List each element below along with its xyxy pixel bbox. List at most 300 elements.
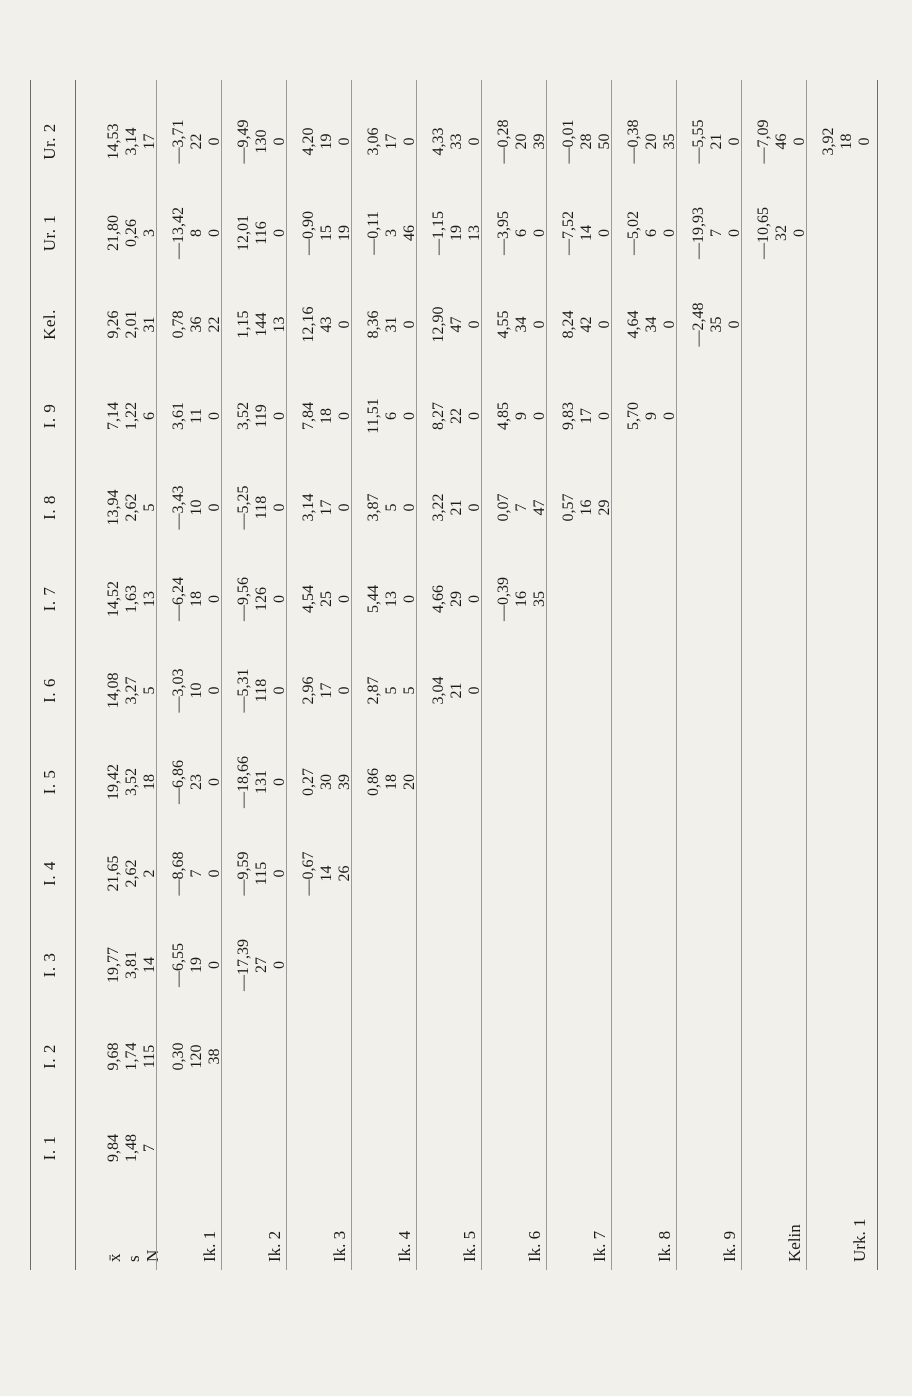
- cell-value: 0: [336, 320, 353, 329]
- cell-value: 0: [271, 686, 288, 695]
- cell-value: 19,77: [105, 947, 122, 983]
- cell-value: —8,68: [170, 851, 187, 896]
- cell-value: 13: [383, 591, 400, 607]
- cell-value: 8: [188, 229, 205, 237]
- cell-value: 14: [141, 957, 158, 973]
- table-cell: [170, 384, 224, 448]
- cell-value: 12,16: [300, 306, 317, 343]
- table-cell: [755, 201, 809, 265]
- cell-value: 3,81: [123, 951, 140, 979]
- cell-value: 9: [513, 412, 530, 420]
- cell-value: 119: [253, 404, 270, 428]
- cell-value: 0: [856, 137, 873, 146]
- cell-value: —1,15: [430, 211, 447, 255]
- row-label: Ik. 9: [720, 1230, 739, 1262]
- table-cell: [625, 384, 679, 448]
- row-label: Ik. 2: [265, 1230, 284, 1262]
- table-cell: [105, 933, 159, 997]
- cell-value: 13: [271, 316, 288, 333]
- cell-value: 0: [336, 412, 353, 420]
- cell-value: 0: [271, 778, 288, 786]
- cell-value: 0: [791, 137, 808, 146]
- cell-value: 0: [531, 320, 548, 329]
- cell-value: 0: [531, 229, 548, 237]
- cell-value: —3,43: [170, 485, 187, 530]
- column-header: I. 1: [40, 1135, 59, 1161]
- column-header: Ur. 1: [40, 214, 59, 252]
- cell-value: 18: [383, 774, 400, 790]
- cell-value: 1,15: [235, 310, 252, 339]
- cell-value: 8,24: [560, 310, 577, 339]
- table-cell: [235, 933, 289, 997]
- cell-value: 0: [206, 137, 223, 146]
- cell-value: 0: [271, 503, 288, 512]
- cell-value: 7,14: [105, 402, 122, 430]
- cell-value: 0: [206, 229, 223, 237]
- cell-value: —3,71: [170, 119, 187, 164]
- column-header: I. 7: [40, 586, 59, 612]
- cell-value: 38: [206, 1048, 223, 1065]
- table-cell: [170, 567, 224, 631]
- cell-value: 7: [141, 1144, 158, 1152]
- row-separator: [741, 80, 742, 1270]
- cell-value: 21,65: [105, 855, 122, 892]
- rotated-table: [30, 80, 900, 1270]
- cell-value: 0: [466, 412, 483, 420]
- cell-value: 47: [531, 499, 548, 516]
- table-cell: [235, 567, 289, 631]
- table-cell: [235, 659, 289, 723]
- row-label: Ik. 1: [200, 1230, 219, 1262]
- row-label: Ik. 8: [655, 1230, 674, 1262]
- table-cell: [365, 476, 419, 540]
- row-separator: [806, 80, 807, 1270]
- cell-value: 46: [401, 225, 418, 241]
- cell-value: 120: [188, 1044, 205, 1069]
- column-header: I. 8: [40, 495, 59, 520]
- table-cell: [560, 110, 614, 174]
- cell-value: 0,57: [560, 493, 577, 522]
- cell-value: 0: [466, 320, 483, 329]
- cell-value: —0,67: [300, 851, 317, 896]
- column-header: I. 2: [40, 1044, 59, 1069]
- table-cell: [365, 110, 419, 174]
- cell-value: 0: [661, 320, 678, 329]
- cell-value: 0: [726, 137, 743, 146]
- cell-value: 8,36: [365, 310, 382, 339]
- cell-value: 3,61: [170, 402, 187, 430]
- cell-value: 6: [141, 412, 158, 420]
- table-cell: [495, 567, 549, 631]
- table-cell: [170, 933, 224, 997]
- table-cell: [170, 201, 224, 265]
- cell-value: 22: [188, 133, 205, 150]
- cell-value: 0: [271, 229, 288, 237]
- cell-value: 0: [271, 137, 288, 146]
- cell-value: 14: [318, 865, 335, 882]
- cell-value: 144: [253, 312, 270, 337]
- cell-value: 115: [141, 1044, 158, 1069]
- cell-value: 3,06: [365, 127, 382, 156]
- column-header: Ur. 2: [40, 123, 59, 160]
- cell-value: 5,44: [365, 585, 382, 613]
- cell-value: 5: [383, 503, 400, 512]
- cell-value: 130: [253, 129, 270, 154]
- cell-value: 0: [661, 229, 678, 237]
- table-cell: [430, 659, 484, 723]
- row-label: Ik. 6: [525, 1230, 544, 1262]
- row-separator: [611, 80, 612, 1270]
- table-cell: [560, 384, 614, 448]
- cell-value: 118: [253, 495, 270, 520]
- table-cell: [430, 384, 484, 448]
- cell-value: 3,52: [123, 768, 140, 796]
- cell-value: 9,26: [105, 310, 122, 339]
- table-cell: [365, 293, 419, 357]
- cell-value: 5,70: [625, 402, 642, 430]
- cell-value: 21: [448, 499, 465, 516]
- cell-value: 0: [206, 778, 223, 786]
- cell-value: 21: [448, 682, 465, 699]
- cell-value: —10,65: [755, 207, 772, 259]
- table-cell: [365, 750, 419, 814]
- cell-value: 3,14: [123, 127, 140, 156]
- table-cell: [755, 110, 809, 174]
- cell-value: 4,20: [300, 127, 317, 156]
- cell-value: 11: [188, 408, 205, 424]
- column-header: I. 6: [40, 678, 59, 703]
- cell-value: 1,48: [123, 1134, 140, 1162]
- cell-value: 32: [773, 225, 790, 241]
- cell-value: 7,84: [300, 402, 317, 430]
- cell-value: 3,92: [820, 127, 837, 156]
- table-cell: [430, 567, 484, 631]
- cell-value: 0: [596, 412, 613, 420]
- table-cell: [170, 1025, 224, 1089]
- cell-value: 0,27: [300, 768, 317, 796]
- cell-value: 131: [253, 770, 270, 794]
- cell-value: —0,38: [625, 119, 642, 164]
- cell-value: 0: [336, 503, 353, 512]
- cell-value: 0,26: [123, 219, 140, 247]
- cell-value: 18: [318, 408, 335, 424]
- cell-value: 0: [401, 503, 418, 512]
- cell-value: 2,01: [123, 310, 140, 339]
- table-cell: [365, 659, 419, 723]
- column-header: I. 4: [40, 861, 59, 886]
- row-separator: [156, 80, 157, 1270]
- cell-value: 3,87: [365, 493, 382, 522]
- cell-value: 0: [401, 320, 418, 329]
- cell-value: 1,74: [123, 1042, 140, 1071]
- cell-value: 47: [448, 316, 465, 333]
- cell-value: 0: [336, 686, 353, 695]
- table-cell: [690, 293, 744, 357]
- table-cell: [105, 293, 159, 357]
- cell-value: 0: [661, 412, 678, 420]
- cell-value: 0: [726, 320, 743, 329]
- cell-value: 35: [708, 316, 725, 333]
- cell-value: 0,86: [365, 768, 382, 796]
- stats-label: s: [124, 1255, 143, 1262]
- cell-value: 13,94: [105, 489, 122, 526]
- cell-value: 0: [206, 961, 223, 969]
- cell-value: 0: [466, 686, 483, 695]
- cell-value: 19: [448, 225, 465, 241]
- cell-value: 0: [401, 595, 418, 603]
- cell-value: 17: [578, 408, 595, 424]
- cell-value: —17,39: [235, 939, 252, 991]
- cell-value: —3,03: [170, 668, 187, 713]
- cell-value: 35: [661, 133, 678, 150]
- cell-value: 9,84: [105, 1134, 122, 1162]
- table-cell: [560, 201, 614, 265]
- table-cell: [625, 201, 679, 265]
- table-cell: [495, 110, 549, 174]
- cell-value: 6: [383, 412, 400, 420]
- cell-value: 36: [188, 316, 205, 333]
- row-label: Ik. 4: [395, 1230, 414, 1262]
- column-header: I. 3: [40, 952, 59, 978]
- cell-value: 7: [188, 869, 205, 878]
- cell-value: 35: [531, 591, 548, 607]
- cell-value: 2: [141, 869, 158, 878]
- row-separator: [286, 80, 287, 1270]
- cell-value: 0: [791, 229, 808, 237]
- cell-value: 0: [206, 686, 223, 695]
- cell-value: 0: [271, 869, 288, 878]
- cell-value: —3,95: [495, 211, 512, 255]
- table-top-rule: [30, 80, 31, 1270]
- cell-value: 19: [188, 957, 205, 973]
- cell-value: 2,96: [300, 676, 317, 705]
- cell-value: 20: [643, 133, 660, 150]
- cell-value: 1,63: [123, 585, 140, 613]
- table-cell: [235, 750, 289, 814]
- cell-value: 0: [596, 229, 613, 237]
- cell-value: 0: [466, 503, 483, 512]
- table-cell: [105, 659, 159, 723]
- cell-value: —13,42: [170, 207, 187, 259]
- table-cell: [495, 201, 549, 265]
- cell-value: 118: [253, 678, 270, 703]
- table-cell: [430, 201, 484, 265]
- cell-value: 16: [513, 591, 530, 607]
- cell-value: 0: [271, 412, 288, 420]
- table-cell: [170, 842, 224, 906]
- cell-value: 17: [141, 133, 158, 150]
- cell-value: 3,22: [430, 493, 447, 522]
- table-cell: [300, 110, 354, 174]
- cell-value: 27: [253, 957, 270, 973]
- cell-value: 34: [643, 316, 660, 333]
- table-cell: [365, 567, 419, 631]
- table-cell: [170, 476, 224, 540]
- cell-value: —5,02: [625, 211, 642, 255]
- cell-value: 17: [318, 682, 335, 699]
- row-separator: [416, 80, 417, 1270]
- cell-value: 10: [188, 499, 205, 516]
- cell-value: 15: [318, 225, 335, 241]
- cell-value: 19: [336, 225, 353, 241]
- cell-value: 19,42: [105, 764, 122, 800]
- cell-value: 3,52: [235, 402, 252, 430]
- row-label: Ik. 5: [460, 1230, 479, 1262]
- cell-value: 42: [578, 316, 595, 333]
- cell-value: 12,90: [430, 306, 447, 343]
- cell-value: 3,14: [300, 493, 317, 522]
- row-separator: [546, 80, 547, 1270]
- table-cell: [105, 567, 159, 631]
- cell-value: 18: [838, 133, 855, 150]
- cell-value: 9,83: [560, 402, 577, 430]
- cell-value: 3,27: [123, 676, 140, 705]
- cell-value: 13: [141, 591, 158, 607]
- row-label: Kelin: [785, 1224, 804, 1262]
- cell-value: 11,51: [365, 398, 382, 434]
- column-header: I. 9: [40, 403, 59, 429]
- table-cell: [235, 476, 289, 540]
- cell-value: 2,87: [365, 676, 382, 705]
- cell-value: 33: [448, 133, 465, 150]
- cell-value: 115: [253, 861, 270, 886]
- stats-label: N: [143, 1249, 162, 1262]
- table-cell: [690, 110, 744, 174]
- cell-value: 0: [336, 137, 353, 146]
- cell-value: 3,04: [430, 676, 447, 705]
- cell-value: —2,48: [690, 302, 707, 347]
- table-cell: [625, 110, 679, 174]
- table-cell: [170, 110, 224, 174]
- cell-value: 0: [726, 229, 743, 237]
- cell-value: 0: [466, 137, 483, 146]
- table-cell: [365, 384, 419, 448]
- cell-value: —0,01: [560, 119, 577, 164]
- cell-value: 29: [596, 499, 613, 516]
- cell-value: 0,78: [170, 310, 187, 339]
- table-bottom-rule: [877, 80, 878, 1270]
- cell-value: —7,52: [560, 211, 577, 255]
- column-header: Kel.: [40, 309, 59, 340]
- cell-value: 4,64: [625, 310, 642, 339]
- cell-value: 5: [383, 686, 400, 695]
- cell-value: 1,22: [123, 402, 140, 430]
- cell-value: 23: [188, 774, 205, 790]
- cell-value: 0: [596, 320, 613, 329]
- cell-value: 0,07: [495, 493, 512, 522]
- cell-value: 13: [466, 225, 483, 241]
- table-cell: [365, 201, 419, 265]
- cell-value: 5: [141, 503, 158, 512]
- cell-value: 21,80: [105, 215, 122, 251]
- cell-value: 46: [773, 133, 790, 150]
- cell-value: 4,54: [300, 585, 317, 613]
- table-cell: [235, 384, 289, 448]
- cell-value: 26: [336, 865, 353, 882]
- cell-value: 2,62: [123, 493, 140, 522]
- cell-value: 0: [466, 595, 483, 603]
- row-label: Urk. 1: [850, 1218, 869, 1262]
- cell-value: —5,31: [235, 668, 252, 713]
- table-cell: [235, 293, 289, 357]
- cell-value: —6,24: [170, 577, 187, 621]
- cell-value: 0: [271, 595, 288, 603]
- row-separator: [351, 80, 352, 1270]
- row-separator: [676, 80, 677, 1270]
- header-rule: [75, 80, 76, 1270]
- cell-value: 0: [206, 595, 223, 603]
- row-separator: [221, 80, 222, 1270]
- cell-value: 8,27: [430, 402, 447, 430]
- table-cell: [170, 293, 224, 357]
- table-cell: [105, 476, 159, 540]
- table-cell: [300, 567, 354, 631]
- cell-value: —0,90: [300, 211, 317, 255]
- cell-value: 0: [271, 961, 288, 969]
- cell-value: —9,56: [235, 577, 252, 621]
- table-cell: [105, 842, 159, 906]
- cell-value: 17: [318, 499, 335, 516]
- cell-value: 28: [578, 133, 595, 150]
- row-label: Ik. 3: [330, 1230, 349, 1262]
- cell-value: 43: [318, 316, 335, 333]
- table-cell: [820, 110, 874, 174]
- table-cell: [560, 476, 614, 540]
- cell-value: 6: [643, 229, 660, 237]
- cell-value: 5: [401, 686, 418, 695]
- table-cell: [300, 659, 354, 723]
- cell-value: 17: [383, 133, 400, 150]
- cell-value: 14,53: [105, 123, 122, 160]
- cell-value: 0: [531, 412, 548, 420]
- cell-value: 19: [318, 133, 335, 150]
- cell-value: 31: [141, 316, 158, 333]
- table-cell: [235, 110, 289, 174]
- cell-value: —19,93: [690, 207, 707, 259]
- cell-value: 22: [448, 408, 465, 424]
- cell-value: 25: [318, 591, 335, 607]
- cell-value: 6: [513, 229, 530, 237]
- cell-value: 116: [253, 221, 270, 245]
- table-cell: [495, 293, 549, 357]
- cell-value: 18: [188, 591, 205, 607]
- cell-value: 14: [578, 225, 595, 241]
- cell-value: 39: [531, 133, 548, 150]
- cell-value: 20: [513, 133, 530, 150]
- table-cell: [690, 201, 744, 265]
- table-cell: [300, 842, 354, 906]
- cell-value: 20: [401, 774, 418, 790]
- row-separator: [481, 80, 482, 1270]
- table-cell: [170, 659, 224, 723]
- table-cell: [235, 201, 289, 265]
- cell-value: —0,28: [495, 119, 512, 164]
- table-cell: [300, 750, 354, 814]
- cell-value: —5,55: [690, 119, 707, 164]
- cell-value: 14,52: [105, 581, 122, 617]
- cell-value: 22: [206, 316, 223, 333]
- cell-value: 0: [206, 503, 223, 512]
- cell-value: 16: [578, 499, 595, 516]
- table-cell: [430, 476, 484, 540]
- table-cell: [105, 201, 159, 265]
- cell-value: 0: [401, 137, 418, 146]
- table-cell: [300, 384, 354, 448]
- table-cell: [495, 476, 549, 540]
- cell-value: 0: [206, 412, 223, 420]
- cell-value: 0: [401, 412, 418, 420]
- stats-labels: [105, 1182, 162, 1262]
